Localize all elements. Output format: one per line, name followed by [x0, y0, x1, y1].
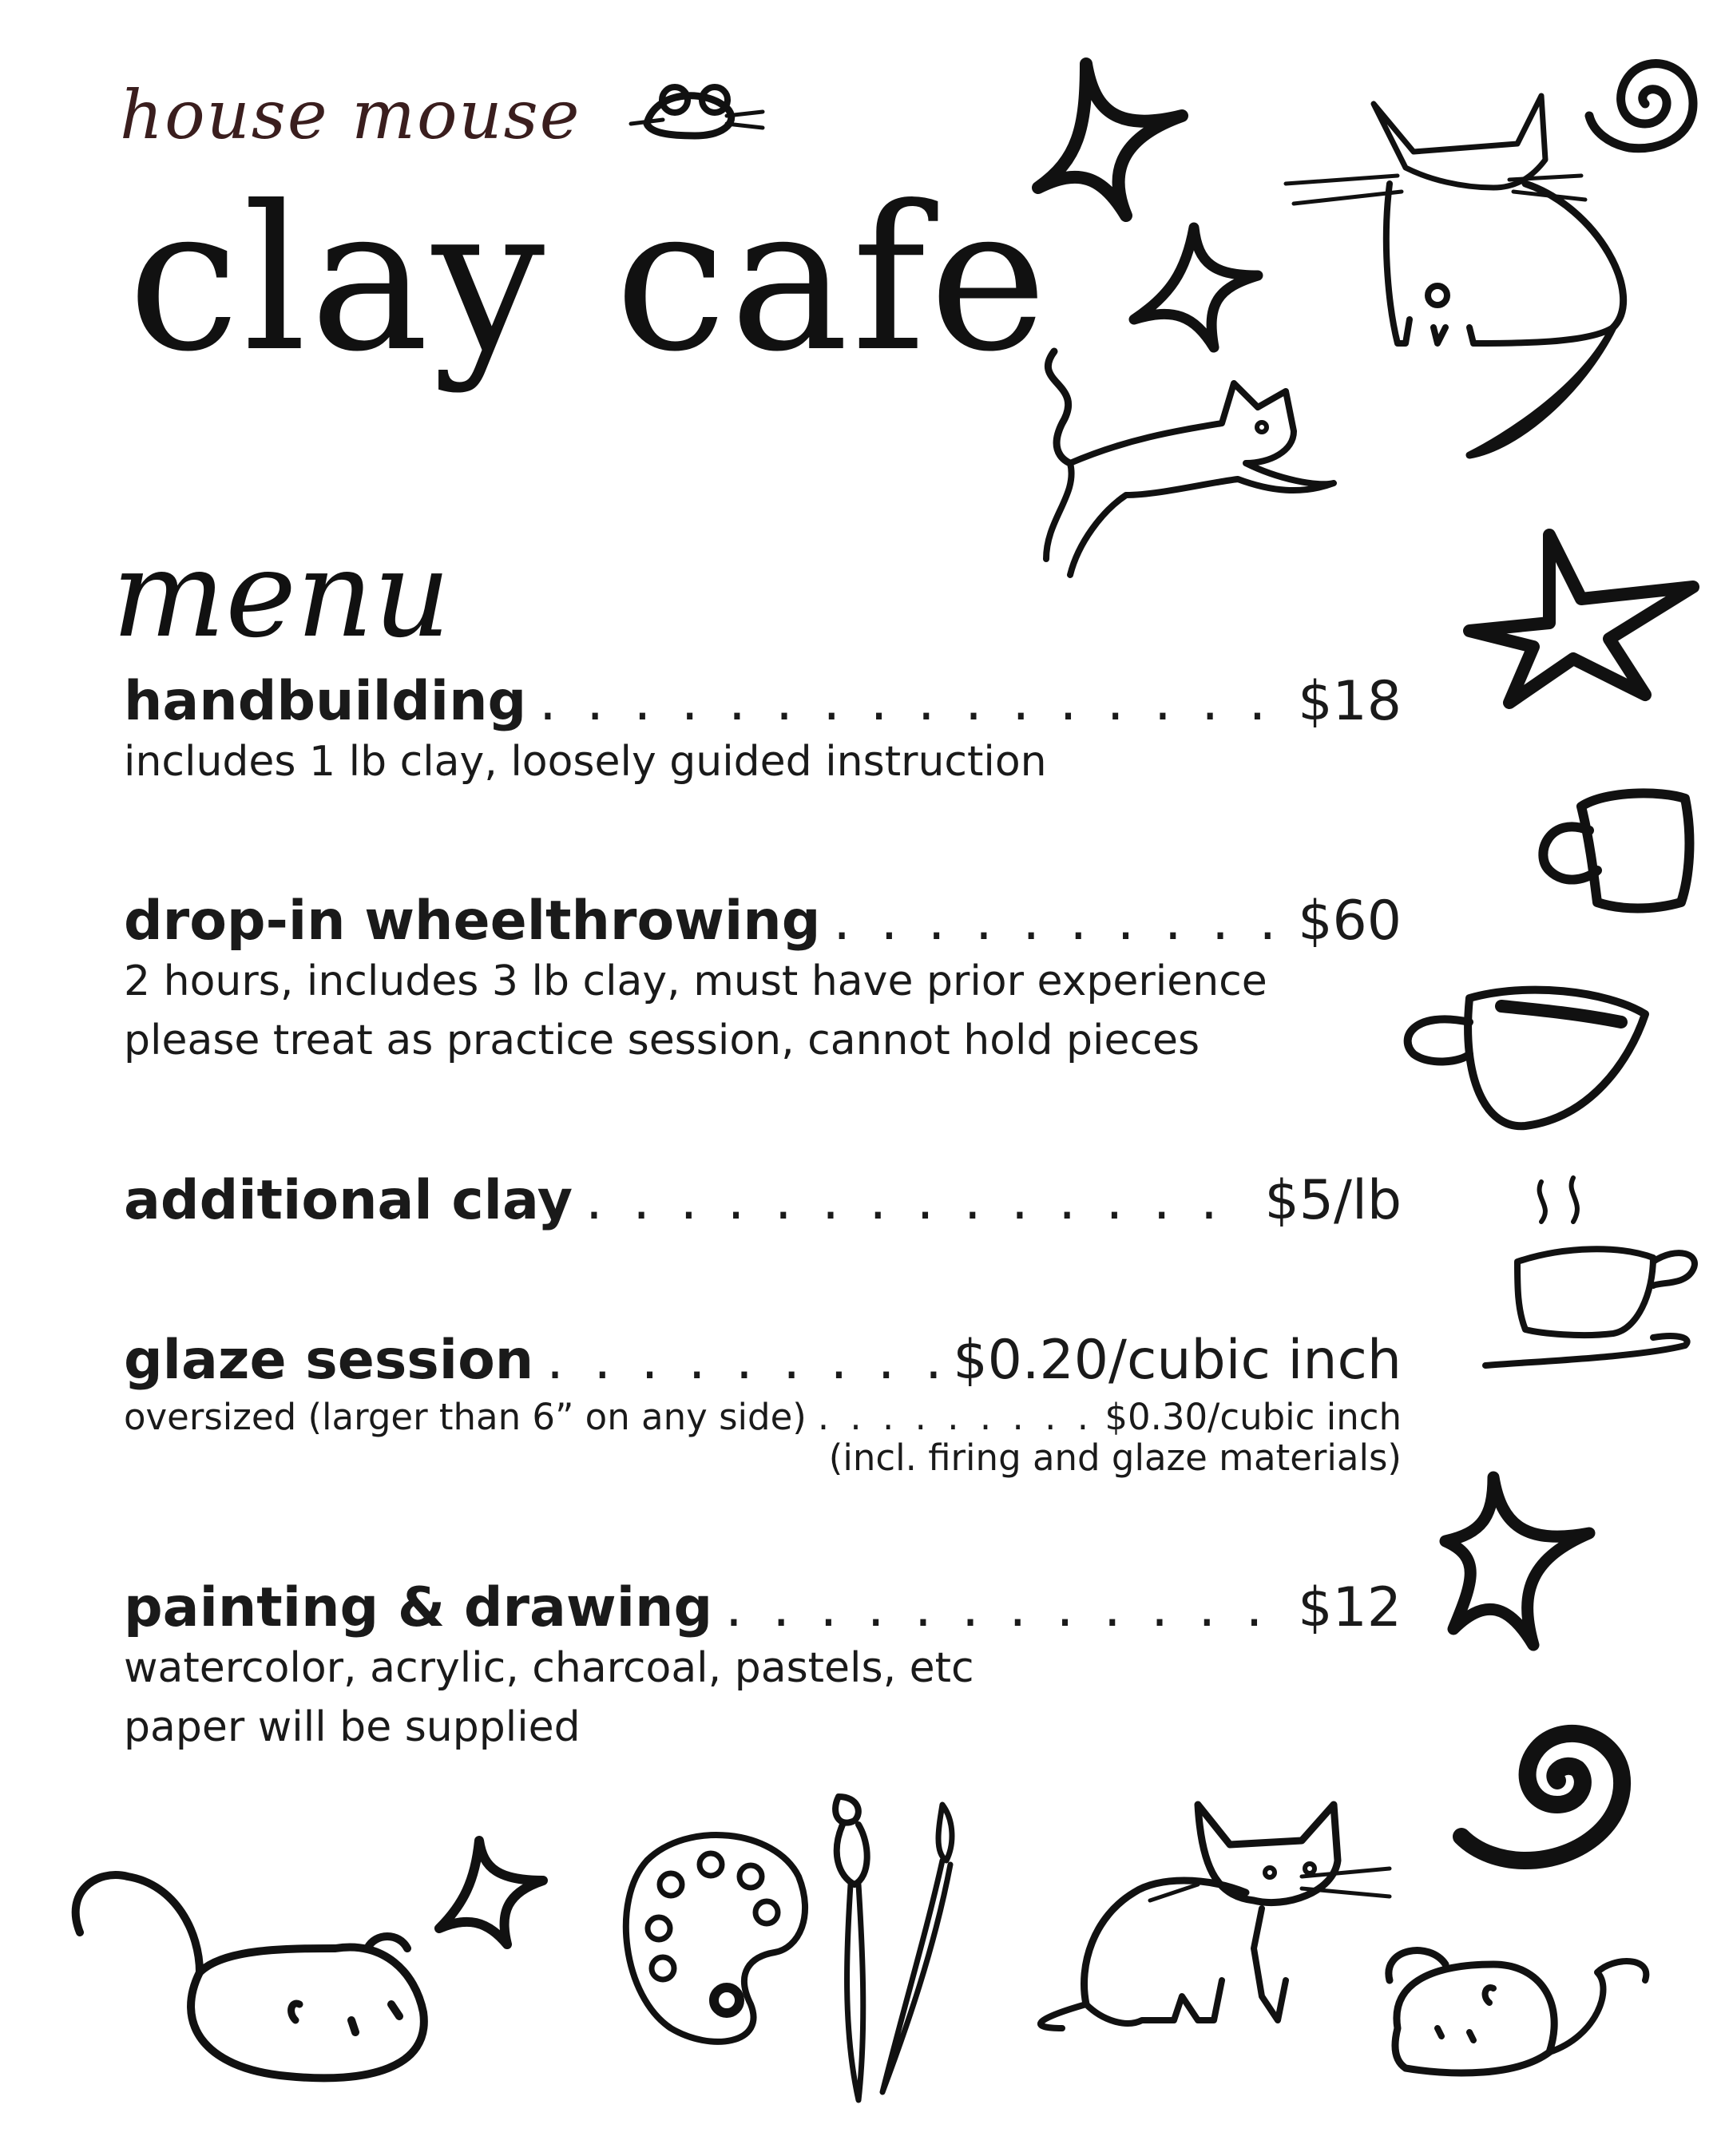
item-name: additional clay [124, 1169, 573, 1232]
item-detail: 2 hours, includes 3 lb clay, must have prior experience [124, 957, 1267, 1006]
palette-icon [615, 1813, 815, 2060]
item-name: glaze session [124, 1329, 534, 1392]
steaming-cup-icon [1469, 1174, 1709, 1381]
sparkle-icon [1438, 1469, 1597, 1661]
sparkle-icon [1126, 224, 1262, 351]
menu-item-wheelthrowing [124, 890, 1402, 1071]
cat-icon [1030, 335, 1350, 583]
teacup-icon [1390, 974, 1653, 1142]
oversized-label: oversized (larger than 6” on any side) [124, 1396, 807, 1439]
spiral-icon [1581, 48, 1709, 160]
brand-name: house mouse [120, 76, 581, 154]
item-detail: includes 1 lb clay, loosely guided instruction [124, 738, 1047, 787]
mouse-icon [64, 1829, 447, 2092]
item-price: $0.20/cubic inch [953, 1329, 1402, 1392]
leader-dots [546, 1330, 940, 1392]
spiral-icon [1453, 1693, 1661, 1877]
item-price: $60 [1298, 890, 1402, 953]
oversized-price: $0.30/cubic inch [1104, 1396, 1402, 1439]
menu-item-glaze-session [124, 1330, 1402, 1477]
item-detail: please treat as practice session, cannot hold pieces [124, 1017, 1200, 1065]
cat-icon [1014, 1789, 1398, 2044]
item-price: $5/lb [1264, 1169, 1402, 1232]
menu-item-additional-clay [124, 1170, 1402, 1232]
leader-dots [818, 1397, 1094, 1438]
mouse-logo-icon [631, 76, 767, 148]
leader-dots [585, 1170, 1251, 1232]
cafe-title: clay cafe [128, 163, 1051, 395]
item-name: handbuilding [124, 670, 527, 733]
mouse-icon [1374, 1932, 1661, 2092]
item-detail: watercolor, acrylic, charcoal, pastels, etc [124, 1644, 974, 1693]
sparkle-icon [431, 1837, 551, 1948]
item-price: $12 [1298, 1576, 1402, 1639]
paintbrush-icon [807, 1789, 990, 2108]
leader-dots [539, 671, 1285, 733]
menu-item-handbuilding [124, 671, 1402, 792]
star-icon [1461, 527, 1701, 711]
item-name: drop-in wheelthrowing [124, 890, 821, 953]
leader-dots [833, 890, 1285, 953]
glaze-note: (incl. firing and glaze materials) [828, 1436, 1402, 1479]
sparkle-icon [1030, 56, 1190, 224]
item-detail: paper will be supplied [124, 1703, 581, 1752]
mug-icon [1525, 783, 1693, 918]
menu-item-painting-drawing [124, 1577, 1402, 1758]
item-name: painting & drawing [124, 1576, 713, 1639]
item-price: $18 [1298, 670, 1402, 733]
leader-dots [725, 1577, 1285, 1639]
menu-heading: menu [112, 525, 451, 664]
